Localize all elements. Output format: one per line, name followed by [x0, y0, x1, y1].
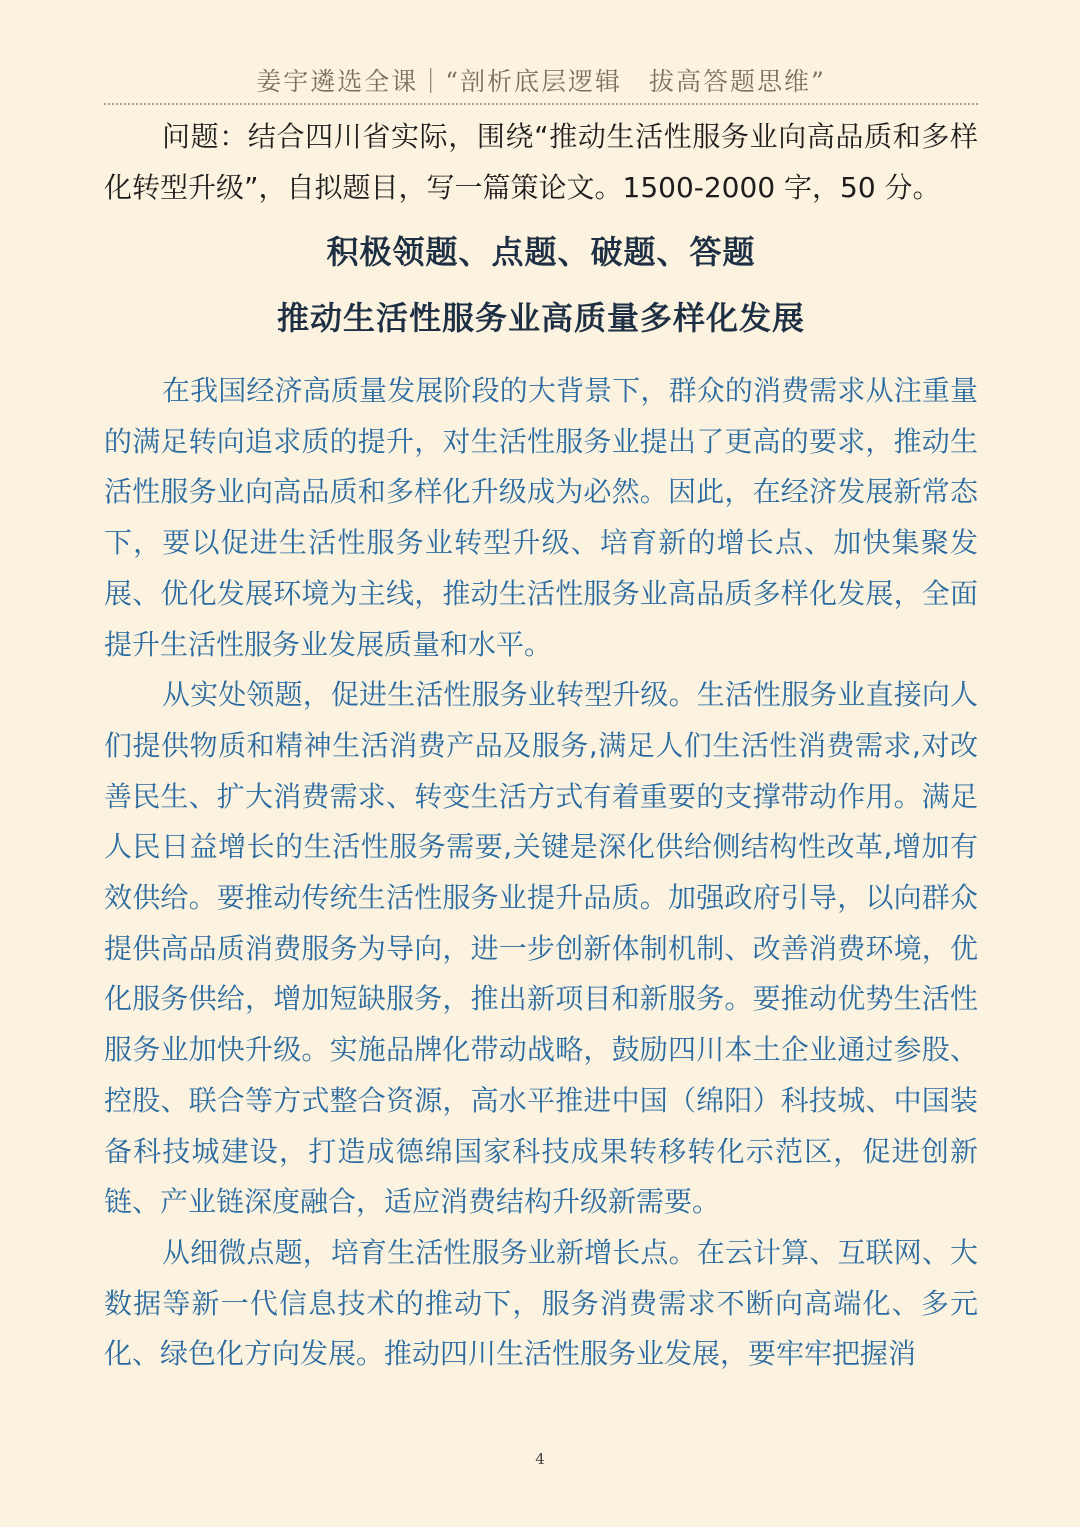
header-divider: [104, 103, 978, 105]
running-header: 姜宇遴选全课｜“剖析底层逻辑 拔高答题思维”: [256, 67, 826, 96]
heading-essay-title: 推动生活性服务业高质量多样化发展: [276, 299, 805, 337]
essay-paragraph-intro: 在我国经济高质量发展阶段的大背景下，群众的消费需求从注重量的满足转向追求质的提升，对生活性服务业提出了更高的要求，推动生活性服务业向高品质和多样化升级成为必然。因此，在经济发展新常态下，要以促进生活性服务业转型升级、培育新的增长点、加快集聚发展、优化发展环境为主线，推动生活性服务业高品质多样化发展，全面提升生活性服务业发展质量和水平。: [104, 374, 978, 661]
essay-paragraph-growth: 从细微点题，培育生活性服务业新增长点。在云计算、互联网、大数据等新一代信息技术的推动下，服务消费需求不断向高端化、多元化、绿色化方向发展。推动四川生活性服务业发展，要牢牢把握消: [104, 1235, 978, 1371]
question-prompt: 问题：结合四川省实际，围绕“推动生活性服务业向高品质和多样化转型升级”，自拟题目，写一篇策论文。1500-2000 字，50 分。: [104, 120, 978, 204]
page-number: 4: [535, 1450, 545, 1468]
heading-primary: 积极领题、点题、破题、答题: [326, 233, 756, 271]
essay-paragraph-upgrade: 从实处领题，促进生活性服务业转型升级。生活性服务业直接向人们提供物质和精神生活消费产品及服务,满足人们生活性消费需求,对改善民生、扩大消费需求、转变生活方式有着重要的支撑带动作用。满足人民日益增长的生活性服务需要,关键是深化供给侧结构性改革,增加有效供给。要推动传统生活性服务业提升品质。加强政府引导，以向群众提供高品质消费服务为导向，进一步创新体制机制、改善消费环境，优化服务供给，增加短缺服务，推出新项目和新服务。要推动优势生活性服务业加快升级。实施品牌化带动战略，鼓励四川本土企业通过参股、控股、联合等方式整合资源，高水平推进中国（绵阳）科技城、中国装备科技城建设，打造成德绵国家科技成果转移转化示范区，促进创新链、产业链深度融合，适应消费结构升级新需要。: [104, 678, 978, 1219]
essay-body: [104, 366, 978, 1380]
